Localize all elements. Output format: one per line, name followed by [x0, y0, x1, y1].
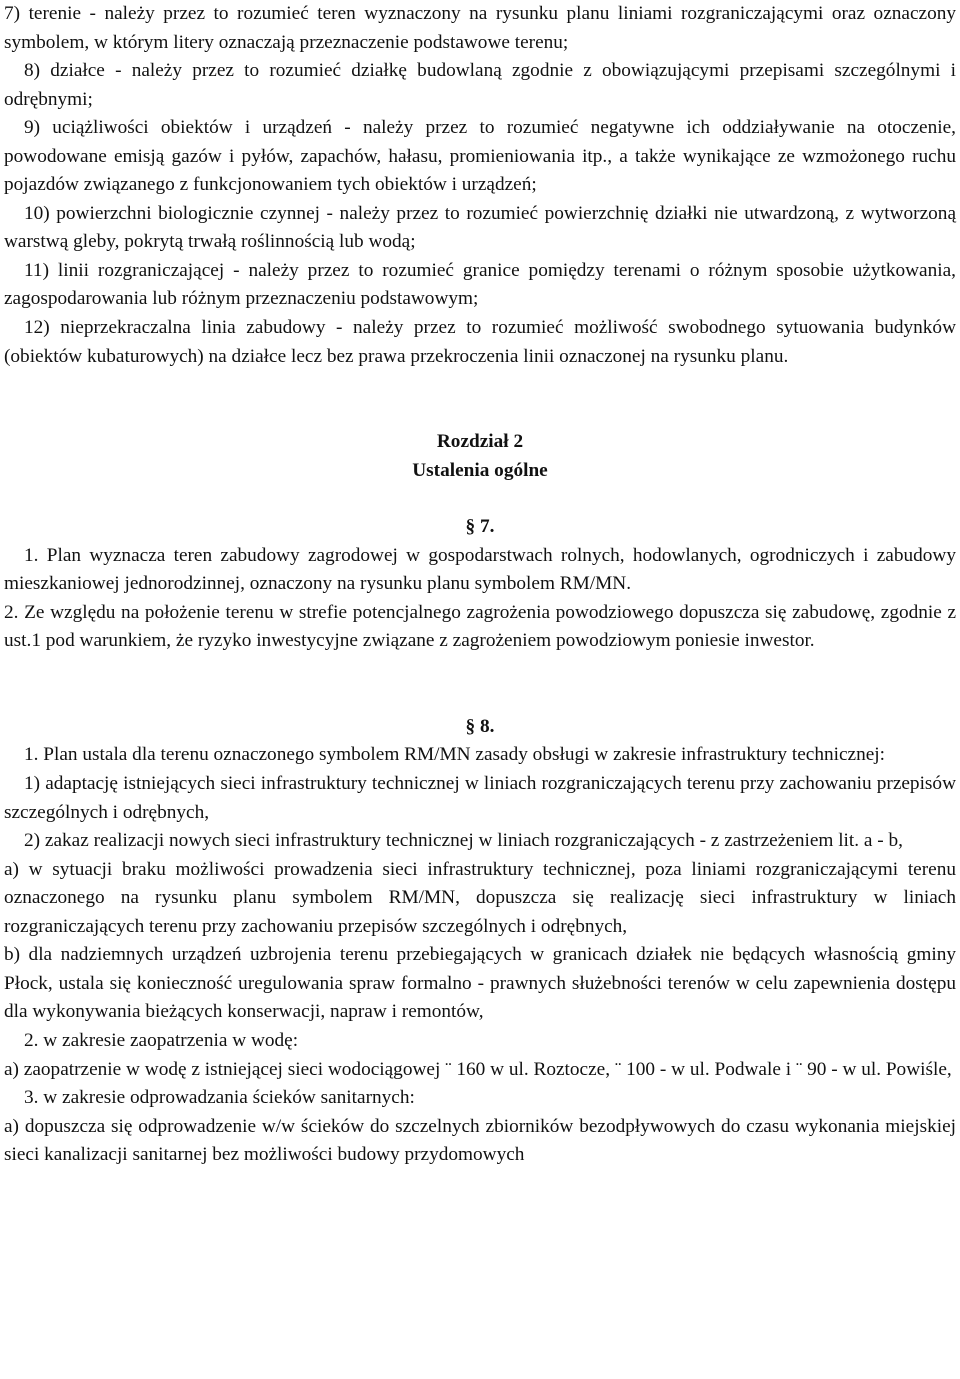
section-8-item-2a: a) w sytuacji braku możliwości prowadzenia sieci infrastruktury technicznej, poza liniami rozgraniczającymi terenu oznaczonego na rysunku planu symbolem RM/MN, dopuszcza się realizację sieci infrastruktury w liniach rozgraniczających terenu przy zachowaniu przepisów szczególnych i odrębnych, [4, 858, 956, 937]
section-8-water-a: a) zaopatrzenie w wodę z istniejącej sieci wodociągowej ¨ 160 w ul. Roztocze, ¨ 100 - w ul. Podwale i ¨ 90 - w ul. Powiśle, [4, 1058, 952, 1080]
definition-8: 8) działce - należy przez to rozumieć działkę budowlaną zgodnie z obowiązującymi przepisami szczególnymi i odrębnymi; [4, 60, 956, 110]
section-8-item-1: 1) adaptację istniejących sieci infrastruktury technicznej w liniach rozgraniczających terenu przy zachowaniu przepisów szczególnych i odrębnych, [4, 773, 956, 823]
section-7-heading: § 7. [465, 516, 495, 538]
section-8-item-2: 2) zakaz realizacji nowych sieci infrastruktury technicznej w liniach rozgraniczających - z zastrzeżeniem lit. a - b, [24, 830, 903, 852]
definition-10: 10) powierzchni biologicznie czynnej - należy przez to rozumieć powierzchnię działki nie utwardzoną, z wytworzoną warstwą gleby, pokrytą trwałą roślinnością lub wodą; [4, 202, 956, 253]
section-8-sewage-a: a) dopuszcza się odprowadzenie w/w ścieków do szczelnych zbiorników bezodpływowych do czasu wykonania miejskiej sieci kanalizacji sanitarnej bez możliwości budowy przydomowych [4, 1115, 956, 1166]
section-8-item-2b: b) dla nadziemnych urządzeń uzbrojenia terenu przebiegających w granicach działek nie będących własnością gminy Płock, ustala się konieczność uregulowania spraw formalno - prawnych służebności terenów w celu zapewnienia dostępu dla wykonywania bieżących konserwacji, napraw i remontów, [4, 944, 956, 1023]
section-7-para-2: 2. Ze względu na położenie terenu w strefie potencjalnego zagrożenia powodziowego dopuszcza się zabudowę, zgodnie z ust.1 pod warunkiem, że ryzyko inwestycyjne związane z zagrożeniem powodziowym poniesie inwestor. [4, 601, 956, 652]
section-sign-icon: § [465, 715, 480, 737]
definition-12: 12) nieprzekraczalna linia zabudowy - należy przez to rozumieć możliwość swobodnego sytuowania budynków (obiektów kubaturowych) na działce lecz bez prawa przekroczenia linii oznaczonej na rysunku planu. [4, 317, 956, 367]
chapter-number: Rozdział 2 [436, 431, 524, 453]
section-8-sewage-heading: 3. w zakresie odprowadzania ścieków sanitarnych: [24, 1087, 415, 1109]
chapter-title: Ustalenia ogólne [412, 459, 548, 481]
section-sign-icon: § [465, 516, 480, 538]
definition-7: 7) terenie - należy przez to rozumieć teren wyznaczony na rysunku planu liniami rozgraniczającymi oraz oznaczony symbolem, w którym litery oznaczają przeznaczenie podstawowe terenu; [4, 3, 956, 53]
section-7-para-1: 1. Plan wyznacza teren zabudowy zagrodowej w gospodarstwach rolnych, hodowlanych, ogrodniczych i zabudowy mieszkaniowej jednorodzinnej, oznaczony na rysunku planu symbolem RM/MN. [4, 544, 956, 595]
section-8-water-heading: 2. w zakresie zaopatrzenia w wodę: [24, 1029, 299, 1051]
definition-9: 9) uciążliwości obiektów i urządzeń - należy przez to rozumieć negatywne ich oddziaływanie na otoczenie, powodowane emisją gazów i pyłów, zapachów, hałasu, promieniowania itp., a także wynikające ze wzmożonego ruchu pojazdów związanego z funkcjonowaniem tych obiektów i urządzeń; [4, 117, 956, 196]
spacer [4, 371, 956, 428]
section-8-intro: 1. Plan ustala dla terenu oznaczonego symbolem RM/MN zasady obsługi w zakresie infrastruktury technicznej: [24, 744, 885, 766]
spacer [4, 656, 956, 713]
section-8-heading: § 8. [465, 715, 495, 737]
spacer [4, 485, 956, 513]
definition-11: 11) linii rozgraniczającej - należy przez to rozumieć granice pomiędzy terenami o różnym sposobie użytkowania, zagospodarowania lub różnym przeznaczeniu podstawowym; [4, 259, 956, 310]
